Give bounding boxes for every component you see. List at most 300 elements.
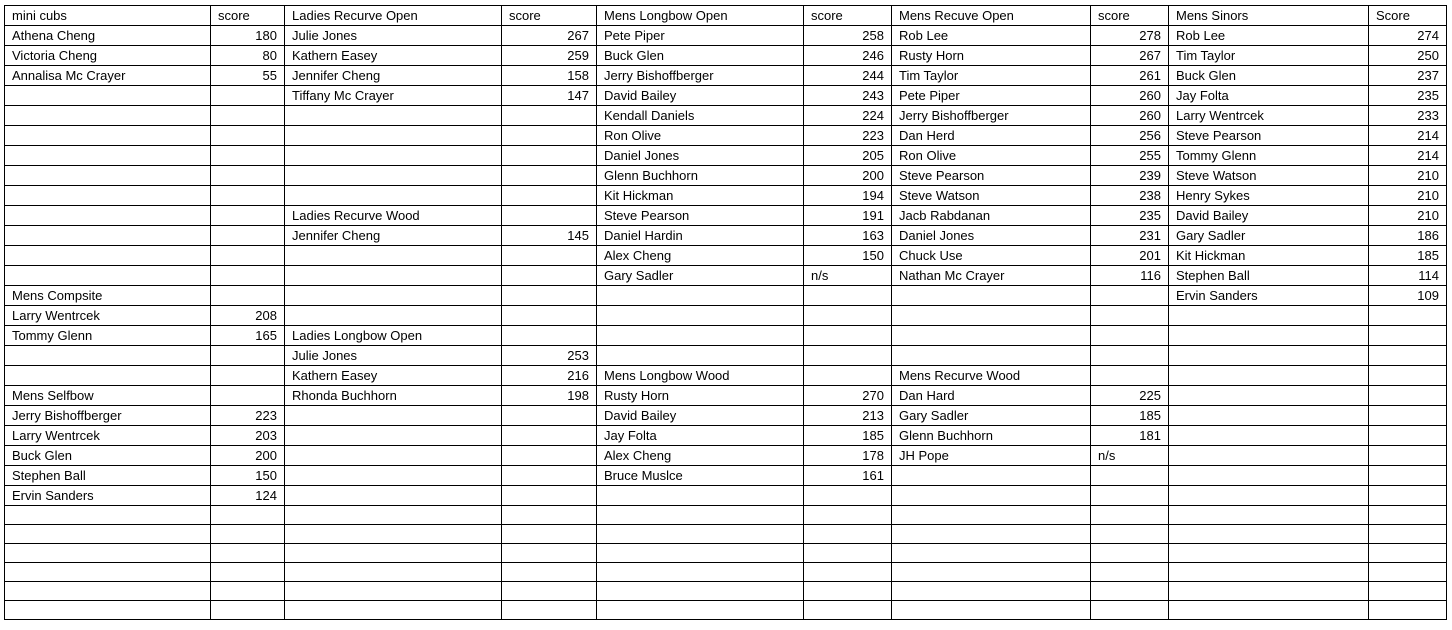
table-cell[interactable]: 55 bbox=[211, 66, 285, 86]
table-cell[interactable] bbox=[5, 166, 211, 186]
table-cell[interactable] bbox=[597, 286, 804, 306]
table-cell[interactable] bbox=[502, 426, 597, 446]
table-cell[interactable]: 181 bbox=[1091, 426, 1169, 446]
table-cell[interactable] bbox=[502, 126, 597, 146]
table-cell[interactable] bbox=[1091, 563, 1169, 582]
table-cell[interactable] bbox=[502, 601, 597, 620]
table-cell[interactable] bbox=[1369, 406, 1447, 426]
table-cell[interactable]: Ron Olive bbox=[892, 146, 1091, 166]
table-cell[interactable]: Ervin Sanders bbox=[1169, 286, 1369, 306]
table-cell[interactable] bbox=[285, 582, 502, 601]
table-cell[interactable]: Steve Watson bbox=[1169, 166, 1369, 186]
table-cell[interactable]: Dan Hard bbox=[892, 386, 1091, 406]
table-cell[interactable] bbox=[1369, 525, 1447, 544]
table-cell[interactable]: mini cubs bbox=[5, 6, 211, 26]
table-cell[interactable] bbox=[285, 426, 502, 446]
table-cell[interactable]: 210 bbox=[1369, 166, 1447, 186]
table-cell[interactable] bbox=[211, 146, 285, 166]
table-cell[interactable]: 180 bbox=[211, 26, 285, 46]
table-cell[interactable]: 267 bbox=[1091, 46, 1169, 66]
table-cell[interactable]: Ladies Recurve Open bbox=[285, 6, 502, 26]
table-cell[interactable]: n/s bbox=[804, 266, 892, 286]
table-cell[interactable] bbox=[502, 186, 597, 206]
table-cell[interactable] bbox=[1169, 506, 1369, 525]
table-cell[interactable] bbox=[1091, 346, 1169, 366]
table-cell[interactable]: David Bailey bbox=[1169, 206, 1369, 226]
table-cell[interactable] bbox=[502, 286, 597, 306]
table-cell[interactable] bbox=[502, 446, 597, 466]
table-cell[interactable] bbox=[597, 544, 804, 563]
table-cell[interactable] bbox=[892, 582, 1091, 601]
table-cell[interactable]: Steve Watson bbox=[892, 186, 1091, 206]
table-cell[interactable]: David Bailey bbox=[597, 86, 804, 106]
table-cell[interactable] bbox=[502, 406, 597, 426]
table-cell[interactable]: Steve Pearson bbox=[597, 206, 804, 226]
table-cell[interactable]: 270 bbox=[804, 386, 892, 406]
table-cell[interactable] bbox=[597, 306, 804, 326]
table-cell[interactable] bbox=[1091, 506, 1169, 525]
table-cell[interactable]: 223 bbox=[211, 406, 285, 426]
table-cell[interactable] bbox=[804, 506, 892, 525]
table-cell[interactable]: Rusty Horn bbox=[597, 386, 804, 406]
table-cell[interactable] bbox=[211, 544, 285, 563]
table-cell[interactable] bbox=[502, 525, 597, 544]
table-cell[interactable] bbox=[285, 166, 502, 186]
table-cell[interactable]: 259 bbox=[502, 46, 597, 66]
table-cell[interactable]: 210 bbox=[1369, 206, 1447, 226]
table-cell[interactable] bbox=[597, 601, 804, 620]
table-cell[interactable] bbox=[502, 466, 597, 486]
table-cell[interactable]: 278 bbox=[1091, 26, 1169, 46]
table-cell[interactable] bbox=[211, 186, 285, 206]
table-cell[interactable] bbox=[892, 563, 1091, 582]
table-cell[interactable] bbox=[1169, 306, 1369, 326]
table-cell[interactable]: 253 bbox=[502, 346, 597, 366]
table-cell[interactable]: 208 bbox=[211, 306, 285, 326]
table-cell[interactable]: Mens Longbow Wood bbox=[597, 366, 804, 386]
table-cell[interactable]: Gary Sadler bbox=[597, 266, 804, 286]
table-cell[interactable] bbox=[211, 366, 285, 386]
table-cell[interactable]: 231 bbox=[1091, 226, 1169, 246]
table-cell[interactable] bbox=[1169, 346, 1369, 366]
table-cell[interactable] bbox=[502, 306, 597, 326]
table-cell[interactable]: 145 bbox=[502, 226, 597, 246]
table-cell[interactable] bbox=[1169, 406, 1369, 426]
table-cell[interactable] bbox=[211, 86, 285, 106]
table-cell[interactable]: Henry Sykes bbox=[1169, 186, 1369, 206]
table-cell[interactable] bbox=[1169, 386, 1369, 406]
table-cell[interactable] bbox=[211, 506, 285, 525]
table-cell[interactable] bbox=[285, 186, 502, 206]
table-cell[interactable] bbox=[597, 525, 804, 544]
table-cell[interactable] bbox=[211, 386, 285, 406]
table-cell[interactable]: JH Pope bbox=[892, 446, 1091, 466]
table-cell[interactable]: Stephen Ball bbox=[1169, 266, 1369, 286]
table-cell[interactable]: 114 bbox=[1369, 266, 1447, 286]
table-cell[interactable]: n/s bbox=[1091, 446, 1169, 466]
table-cell[interactable]: Steve Pearson bbox=[892, 166, 1091, 186]
table-cell[interactable]: Kendall Daniels bbox=[597, 106, 804, 126]
table-cell[interactable] bbox=[285, 106, 502, 126]
table-cell[interactable]: 237 bbox=[1369, 66, 1447, 86]
table-cell[interactable] bbox=[502, 146, 597, 166]
table-cell[interactable]: Larry Wentrcek bbox=[5, 306, 211, 326]
table-cell[interactable] bbox=[502, 106, 597, 126]
table-cell[interactable]: score bbox=[804, 6, 892, 26]
table-cell[interactable]: score bbox=[502, 6, 597, 26]
table-cell[interactable]: Jay Folta bbox=[1169, 86, 1369, 106]
table-cell[interactable]: 235 bbox=[1369, 86, 1447, 106]
table-cell[interactable]: Ladies Longbow Open bbox=[285, 326, 502, 346]
table-cell[interactable]: 185 bbox=[1091, 406, 1169, 426]
table-cell[interactable] bbox=[285, 146, 502, 166]
table-cell[interactable]: Daniel Hardin bbox=[597, 226, 804, 246]
table-cell[interactable]: Athena Cheng bbox=[5, 26, 211, 46]
table-cell[interactable] bbox=[211, 286, 285, 306]
table-cell[interactable]: 210 bbox=[1369, 186, 1447, 206]
table-cell[interactable]: Jay Folta bbox=[597, 426, 804, 446]
table-cell[interactable] bbox=[804, 326, 892, 346]
table-cell[interactable] bbox=[804, 366, 892, 386]
table-cell[interactable]: Julie Jones bbox=[285, 346, 502, 366]
table-cell[interactable]: Rob Lee bbox=[892, 26, 1091, 46]
table-cell[interactable] bbox=[285, 406, 502, 426]
table-cell[interactable] bbox=[1369, 346, 1447, 366]
table-cell[interactable]: Julie Jones bbox=[285, 26, 502, 46]
table-cell[interactable]: 124 bbox=[211, 486, 285, 506]
table-cell[interactable]: Rob Lee bbox=[1169, 26, 1369, 46]
table-cell[interactable]: 198 bbox=[502, 386, 597, 406]
table-cell[interactable] bbox=[211, 226, 285, 246]
table-cell[interactable] bbox=[502, 506, 597, 525]
table-cell[interactable] bbox=[804, 486, 892, 506]
table-cell[interactable]: Ervin Sanders bbox=[5, 486, 211, 506]
table-cell[interactable] bbox=[1169, 366, 1369, 386]
table-cell[interactable]: Gary Sadler bbox=[1169, 226, 1369, 246]
table-cell[interactable]: 260 bbox=[1091, 106, 1169, 126]
table-cell[interactable] bbox=[804, 286, 892, 306]
table-cell[interactable] bbox=[211, 126, 285, 146]
table-cell[interactable] bbox=[1369, 601, 1447, 620]
table-cell[interactable] bbox=[804, 525, 892, 544]
table-cell[interactable]: 205 bbox=[804, 146, 892, 166]
table-cell[interactable] bbox=[1091, 306, 1169, 326]
table-cell[interactable] bbox=[1369, 544, 1447, 563]
table-cell[interactable]: 258 bbox=[804, 26, 892, 46]
table-cell[interactable]: 267 bbox=[502, 26, 597, 46]
table-cell[interactable]: 178 bbox=[804, 446, 892, 466]
table-cell[interactable] bbox=[5, 226, 211, 246]
table-cell[interactable] bbox=[1169, 525, 1369, 544]
table-cell[interactable]: 256 bbox=[1091, 126, 1169, 146]
table-cell[interactable]: 80 bbox=[211, 46, 285, 66]
table-cell[interactable] bbox=[5, 266, 211, 286]
table-cell[interactable] bbox=[1169, 601, 1369, 620]
table-cell[interactable] bbox=[5, 206, 211, 226]
table-cell[interactable] bbox=[211, 166, 285, 186]
table-cell[interactable]: David Bailey bbox=[597, 406, 804, 426]
table-cell[interactable] bbox=[5, 106, 211, 126]
table-cell[interactable] bbox=[5, 601, 211, 620]
table-cell[interactable] bbox=[1169, 486, 1369, 506]
table-cell[interactable]: 261 bbox=[1091, 66, 1169, 86]
table-cell[interactable]: 203 bbox=[211, 426, 285, 446]
table-cell[interactable] bbox=[211, 266, 285, 286]
table-cell[interactable] bbox=[285, 544, 502, 563]
table-cell[interactable]: 239 bbox=[1091, 166, 1169, 186]
table-cell[interactable] bbox=[1091, 525, 1169, 544]
table-cell[interactable]: Tim Taylor bbox=[892, 66, 1091, 86]
table-cell[interactable]: Jerry Bishoffberger bbox=[597, 66, 804, 86]
table-cell[interactable] bbox=[285, 126, 502, 146]
table-cell[interactable] bbox=[285, 306, 502, 326]
table-cell[interactable] bbox=[1369, 366, 1447, 386]
table-cell[interactable] bbox=[597, 326, 804, 346]
table-cell[interactable]: 200 bbox=[804, 166, 892, 186]
table-cell[interactable] bbox=[5, 246, 211, 266]
table-cell[interactable]: Nathan Mc Crayer bbox=[892, 266, 1091, 286]
table-cell[interactable] bbox=[502, 266, 597, 286]
table-cell[interactable]: Victoria Cheng bbox=[5, 46, 211, 66]
table-cell[interactable] bbox=[804, 601, 892, 620]
table-cell[interactable]: Ladies Recurve Wood bbox=[285, 206, 502, 226]
table-cell[interactable] bbox=[804, 582, 892, 601]
table-cell[interactable]: Larry Wentrcek bbox=[1169, 106, 1369, 126]
table-cell[interactable]: 233 bbox=[1369, 106, 1447, 126]
table-cell[interactable] bbox=[1369, 306, 1447, 326]
table-cell[interactable]: Alex Cheng bbox=[597, 246, 804, 266]
table-cell[interactable]: 165 bbox=[211, 326, 285, 346]
table-cell[interactable]: Stephen Ball bbox=[5, 466, 211, 486]
table-cell[interactable]: Mens Sinors bbox=[1169, 6, 1369, 26]
table-cell[interactable] bbox=[502, 486, 597, 506]
table-cell[interactable] bbox=[1091, 366, 1169, 386]
table-cell[interactable]: Mens Longbow Open bbox=[597, 6, 804, 26]
table-cell[interactable]: Jennifer Cheng bbox=[285, 66, 502, 86]
table-cell[interactable]: 150 bbox=[211, 466, 285, 486]
table-cell[interactable]: Glenn Buchhorn bbox=[892, 426, 1091, 446]
table-cell[interactable] bbox=[211, 346, 285, 366]
table-cell[interactable]: Steve Pearson bbox=[1169, 126, 1369, 146]
table-cell[interactable]: Bruce Muslce bbox=[597, 466, 804, 486]
table-cell[interactable]: Mens Recuve Open bbox=[892, 6, 1091, 26]
table-cell[interactable]: Alex Cheng bbox=[597, 446, 804, 466]
table-cell[interactable]: Daniel Jones bbox=[892, 226, 1091, 246]
table-cell[interactable] bbox=[5, 563, 211, 582]
table-cell[interactable] bbox=[1369, 426, 1447, 446]
table-cell[interactable]: Ron Olive bbox=[597, 126, 804, 146]
table-cell[interactable] bbox=[5, 126, 211, 146]
table-cell[interactable]: Buck Glen bbox=[597, 46, 804, 66]
table-cell[interactable] bbox=[211, 601, 285, 620]
table-cell[interactable] bbox=[5, 86, 211, 106]
table-cell[interactable]: Mens Compsite bbox=[5, 286, 211, 306]
table-cell[interactable] bbox=[285, 506, 502, 525]
table-cell[interactable] bbox=[892, 506, 1091, 525]
table-cell[interactable] bbox=[1091, 544, 1169, 563]
table-cell[interactable] bbox=[1369, 326, 1447, 346]
table-cell[interactable]: Annalisa Mc Crayer bbox=[5, 66, 211, 86]
table-cell[interactable] bbox=[5, 346, 211, 366]
table-cell[interactable] bbox=[211, 582, 285, 601]
table-cell[interactable]: Jerry Bishoffberger bbox=[5, 406, 211, 426]
table-cell[interactable] bbox=[597, 486, 804, 506]
table-cell[interactable] bbox=[892, 306, 1091, 326]
table-cell[interactable]: 260 bbox=[1091, 86, 1169, 106]
table-cell[interactable]: 243 bbox=[804, 86, 892, 106]
table-cell[interactable] bbox=[211, 106, 285, 126]
table-cell[interactable] bbox=[1169, 582, 1369, 601]
table-cell[interactable] bbox=[1091, 466, 1169, 486]
table-cell[interactable] bbox=[1169, 466, 1369, 486]
table-cell[interactable] bbox=[1369, 386, 1447, 406]
table-cell[interactable]: 244 bbox=[804, 66, 892, 86]
table-cell[interactable]: Kathern Easey bbox=[285, 366, 502, 386]
table-cell[interactable]: Buck Glen bbox=[1169, 66, 1369, 86]
table-cell[interactable] bbox=[211, 246, 285, 266]
table-cell[interactable]: 150 bbox=[804, 246, 892, 266]
table-cell[interactable] bbox=[1169, 544, 1369, 563]
table-cell[interactable]: 116 bbox=[1091, 266, 1169, 286]
table-cell[interactable] bbox=[1369, 466, 1447, 486]
table-cell[interactable] bbox=[1369, 446, 1447, 466]
table-cell[interactable] bbox=[5, 186, 211, 206]
table-cell[interactable] bbox=[892, 525, 1091, 544]
table-cell[interactable]: 214 bbox=[1369, 126, 1447, 146]
table-cell[interactable] bbox=[285, 563, 502, 582]
table-cell[interactable] bbox=[597, 582, 804, 601]
table-cell[interactable]: Pete Piper bbox=[892, 86, 1091, 106]
table-cell[interactable]: 216 bbox=[502, 366, 597, 386]
table-cell[interactable] bbox=[1091, 582, 1169, 601]
table-cell[interactable]: Buck Glen bbox=[5, 446, 211, 466]
table-cell[interactable] bbox=[502, 206, 597, 226]
table-cell[interactable] bbox=[1369, 563, 1447, 582]
table-cell[interactable] bbox=[502, 246, 597, 266]
table-cell[interactable]: Gary Sadler bbox=[892, 406, 1091, 426]
table-cell[interactable]: 235 bbox=[1091, 206, 1169, 226]
table-cell[interactable] bbox=[1169, 326, 1369, 346]
table-cell[interactable]: 158 bbox=[502, 66, 597, 86]
table-cell[interactable]: Score bbox=[1369, 6, 1447, 26]
table-cell[interactable] bbox=[1169, 446, 1369, 466]
table-cell[interactable]: 225 bbox=[1091, 386, 1169, 406]
table-cell[interactable]: 185 bbox=[804, 426, 892, 446]
table-cell[interactable] bbox=[285, 266, 502, 286]
table-cell[interactable] bbox=[1369, 486, 1447, 506]
table-cell[interactable] bbox=[597, 506, 804, 525]
table-cell[interactable] bbox=[892, 326, 1091, 346]
table-cell[interactable] bbox=[1091, 486, 1169, 506]
table-cell[interactable]: 201 bbox=[1091, 246, 1169, 266]
table-cell[interactable]: 186 bbox=[1369, 226, 1447, 246]
table-cell[interactable]: 223 bbox=[804, 126, 892, 146]
table-cell[interactable] bbox=[892, 544, 1091, 563]
table-cell[interactable]: score bbox=[1091, 6, 1169, 26]
table-cell[interactable]: Jerry Bishoffberger bbox=[892, 106, 1091, 126]
table-cell[interactable] bbox=[1369, 582, 1447, 601]
table-cell[interactable] bbox=[285, 601, 502, 620]
table-cell[interactable]: Glenn Buchhorn bbox=[597, 166, 804, 186]
table-cell[interactable] bbox=[1091, 601, 1169, 620]
table-cell[interactable] bbox=[5, 525, 211, 544]
table-cell[interactable] bbox=[5, 582, 211, 601]
table-cell[interactable] bbox=[502, 166, 597, 186]
table-cell[interactable] bbox=[5, 366, 211, 386]
table-cell[interactable] bbox=[892, 486, 1091, 506]
table-cell[interactable]: 194 bbox=[804, 186, 892, 206]
table-cell[interactable] bbox=[1169, 426, 1369, 446]
table-cell[interactable]: 200 bbox=[211, 446, 285, 466]
table-cell[interactable]: 213 bbox=[804, 406, 892, 426]
table-cell[interactable]: 109 bbox=[1369, 286, 1447, 306]
table-cell[interactable]: Jennifer Cheng bbox=[285, 226, 502, 246]
table-cell[interactable] bbox=[502, 544, 597, 563]
table-cell[interactable]: Rusty Horn bbox=[892, 46, 1091, 66]
table-cell[interactable] bbox=[285, 286, 502, 306]
table-cell[interactable]: 161 bbox=[804, 466, 892, 486]
table-cell[interactable]: 214 bbox=[1369, 146, 1447, 166]
table-cell[interactable] bbox=[892, 286, 1091, 306]
table-cell[interactable] bbox=[285, 246, 502, 266]
table-cell[interactable]: 224 bbox=[804, 106, 892, 126]
table-cell[interactable] bbox=[285, 446, 502, 466]
table-cell[interactable]: Tiffany Mc Crayer bbox=[285, 86, 502, 106]
table-cell[interactable]: Dan Herd bbox=[892, 126, 1091, 146]
table-cell[interactable] bbox=[892, 601, 1091, 620]
table-cell[interactable] bbox=[804, 563, 892, 582]
table-cell[interactable]: Rhonda Buchhorn bbox=[285, 386, 502, 406]
table-cell[interactable] bbox=[502, 563, 597, 582]
table-cell[interactable] bbox=[1169, 563, 1369, 582]
table-cell[interactable]: Kathern Easey bbox=[285, 46, 502, 66]
table-cell[interactable] bbox=[597, 346, 804, 366]
table-cell[interactable]: 185 bbox=[1369, 246, 1447, 266]
table-cell[interactable] bbox=[804, 346, 892, 366]
table-cell[interactable]: Tim Taylor bbox=[1169, 46, 1369, 66]
table-cell[interactable] bbox=[804, 544, 892, 563]
table-cell[interactable] bbox=[285, 486, 502, 506]
table-cell[interactable]: 255 bbox=[1091, 146, 1169, 166]
table-cell[interactable]: 246 bbox=[804, 46, 892, 66]
table-cell[interactable]: Tommy Glenn bbox=[5, 326, 211, 346]
table-cell[interactable]: Kit Hickman bbox=[597, 186, 804, 206]
table-cell[interactable] bbox=[1369, 506, 1447, 525]
table-cell[interactable] bbox=[1091, 326, 1169, 346]
table-cell[interactable] bbox=[502, 582, 597, 601]
table-cell[interactable]: Pete Piper bbox=[597, 26, 804, 46]
table-cell[interactable] bbox=[211, 563, 285, 582]
table-cell[interactable]: 191 bbox=[804, 206, 892, 226]
table-cell[interactable]: Tommy Glenn bbox=[1169, 146, 1369, 166]
table-cell[interactable]: Chuck Use bbox=[892, 246, 1091, 266]
table-cell[interactable]: Daniel Jones bbox=[597, 146, 804, 166]
table-cell[interactable] bbox=[285, 525, 502, 544]
table-cell[interactable] bbox=[5, 544, 211, 563]
table-cell[interactable]: Kit Hickman bbox=[1169, 246, 1369, 266]
table-cell[interactable] bbox=[502, 326, 597, 346]
table-cell[interactable] bbox=[892, 466, 1091, 486]
table-cell[interactable] bbox=[597, 563, 804, 582]
table-cell[interactable]: Larry Wentrcek bbox=[5, 426, 211, 446]
table-cell[interactable] bbox=[804, 306, 892, 326]
table-cell[interactable]: Mens Selfbow bbox=[5, 386, 211, 406]
table-cell[interactable] bbox=[5, 146, 211, 166]
table-cell[interactable]: 250 bbox=[1369, 46, 1447, 66]
table-cell[interactable] bbox=[211, 525, 285, 544]
table-cell[interactable]: score bbox=[211, 6, 285, 26]
table-cell[interactable] bbox=[892, 346, 1091, 366]
